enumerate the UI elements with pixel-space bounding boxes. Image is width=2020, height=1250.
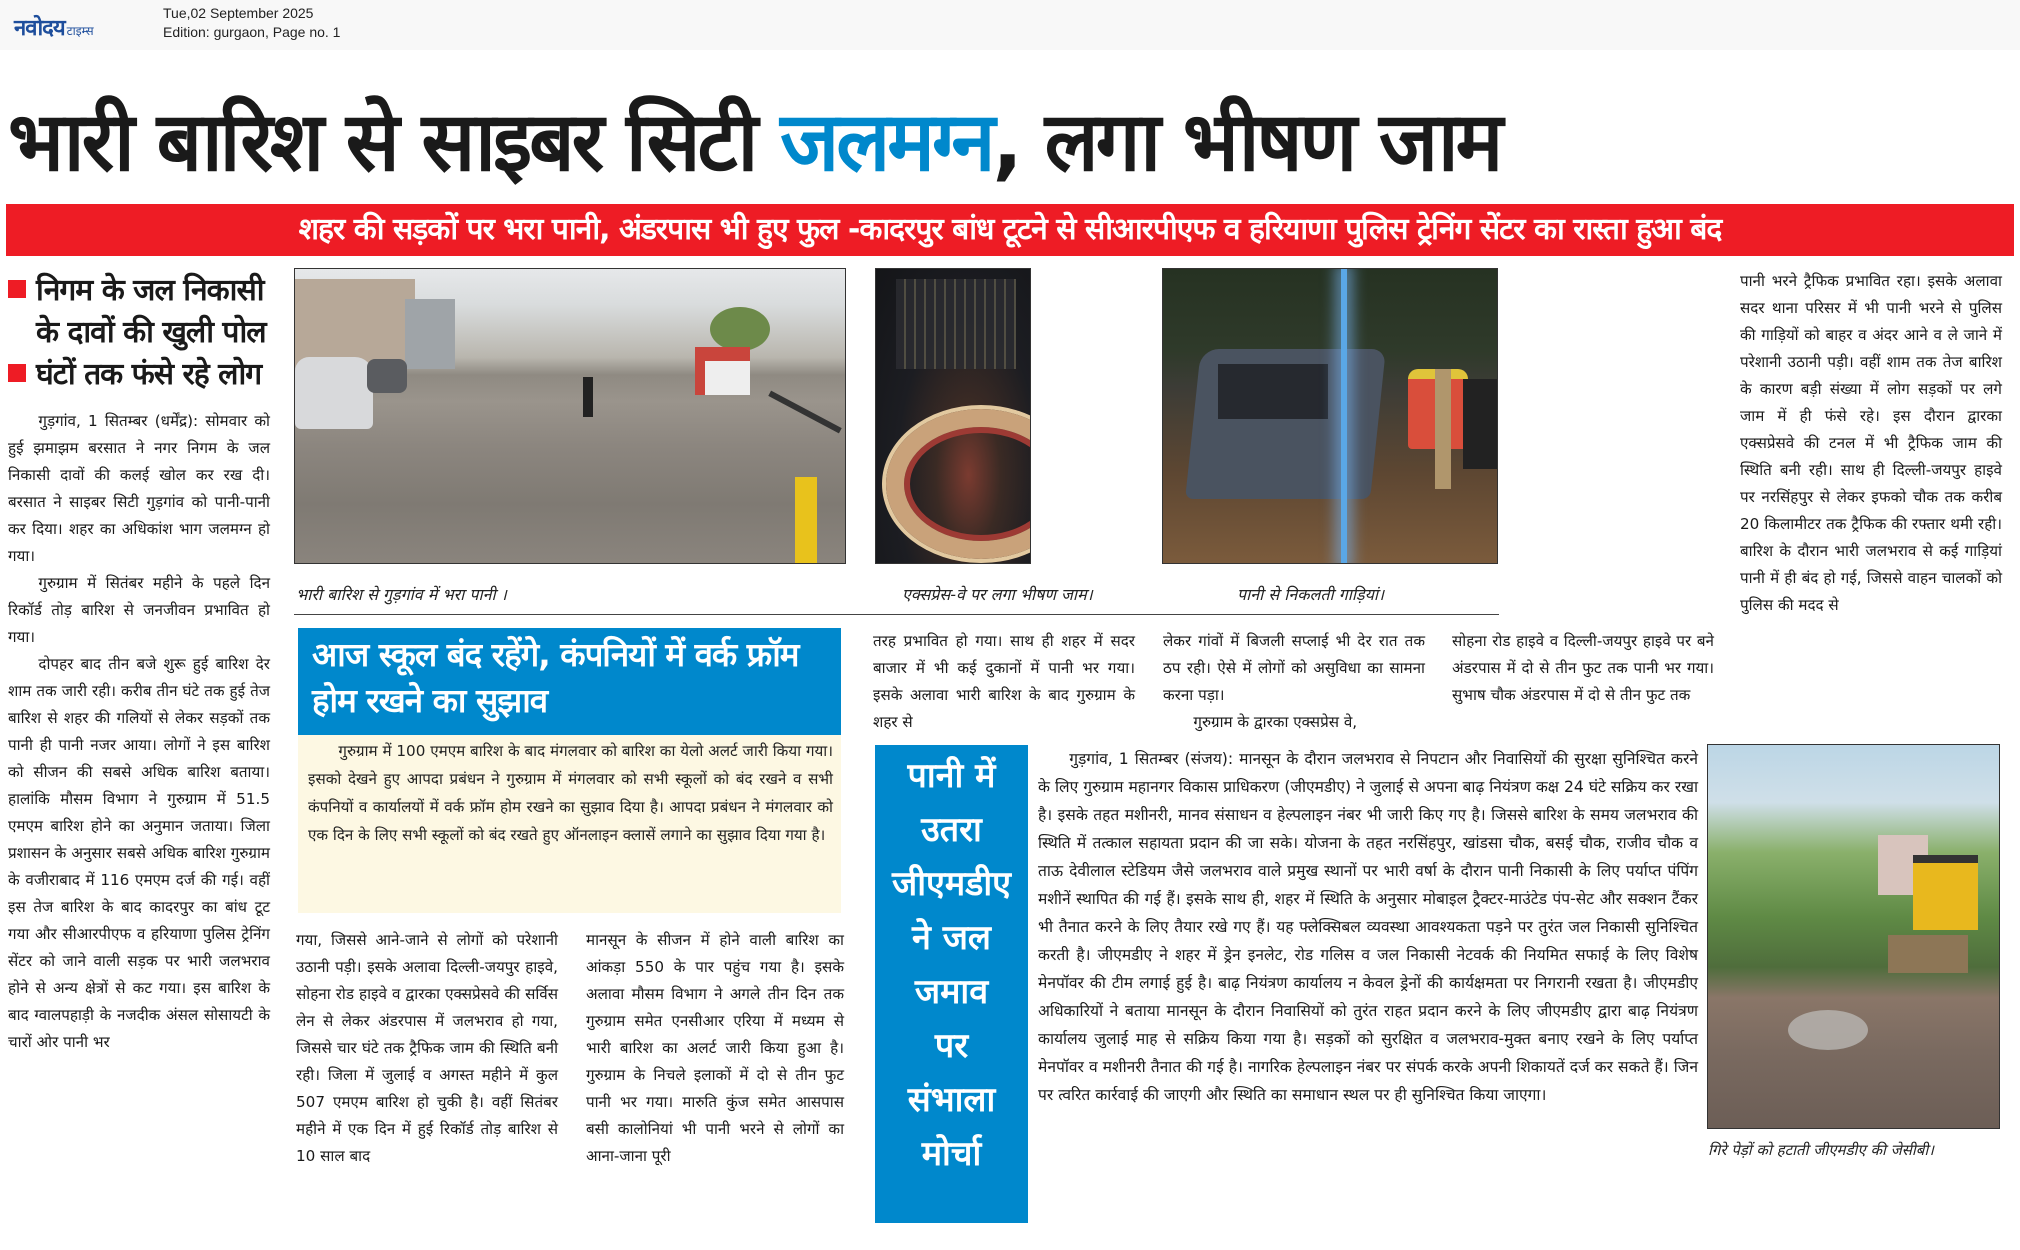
divider-rule <box>294 614 1499 615</box>
main-story-column-4 <box>873 628 1135 736</box>
photo-caption: एक्सप्रेस-वे पर लगा भीषण जाम। <box>902 585 1093 604</box>
expressway-jam-photo[interactable] <box>875 268 1031 564</box>
story-paragraph: सोहना रोड हाइवे व दिल्ली-जयपुर हाइवे पर बने अंडरपास में दो से तीन फुट तक पानी भर गया। सुभाष चौक अंडरपास में दो से तीन फुट तक <box>1452 632 1714 704</box>
story-paragraph: गुड़गांव, 1 सितम्बर (धर्मेंद्र): सोमवार को हुई झमाझम बरसात ने नगर निगम के जल निकासी दावों की कलई खोल कर रख दी। बरसात ने साइबर सिटी गुड़गांव को पानी-पानी कर दिया। शहर का अधिकांश भाग जलमग्न हो गया। <box>8 412 270 565</box>
flooded-road-photo[interactable] <box>294 268 846 564</box>
main-story-column-1 <box>8 408 270 1056</box>
story-paragraph: पानी भरने ट्रैफिक प्रभावित रहा। इसके अलावा सदर थाना परिसर में भी पानी भरने से पुलिस की गाड़ियों को बाहर व अंदर आने व ले जाने में परेशानी उठानी पड़ी। वहीं शाम तक तेज बारिश के कारण बड़ी संख्या में लोग सड़कों पर लगे जाम में ही फंसे रहे। इस दौरान द्वारका एक्सप्रेसवे की टनल में भी ट्रैफिक जाम की स्थिति बनी रही। साथ ही दिल्ली-जयपुर हाइवे पर नरसिंहपुर से लेकर इफको चौक तक करीब 20 किलामीटर तक ट्रैफिक की रफ्तार थमी रही। बारिश के दौरान भारी जलभराव से कई गाड़ियां पानी में ही बंद हो गई, जिससे वाहन चालकों को पुलिस की मदद से <box>1740 272 2002 614</box>
story-paragraph: दोपहर बाद तीन बजे शुरू हुई बारिश देर शाम तक जारी रही। करीब तीन घंटे तक हुई तेज बारिश से शहर की गलियों से लेकर सड़कों तक पानी ही पानी नजर आया। लोगों ने इस बारिश को सीजन की सबसे अधिक बारिश बताया। हालांकि मौसम विभाग ने गुरुग्राम में 51.5 एमएम बारिश होने का अनुमान जताया। जिला प्रशासन के अनुसार सबसे अधिक बारिश गुरुग्राम के वजीराबाद में 116 एमएम दर्ज की गई। वहीं इस तेज बारिश के बाद कादरपुर का बांध टूट गया और सीआरपीएफ व हरियाणा पुलिस ट्रेनिंग सेंटर को जाने वाली सड़क पर भारी जलभराव होने से अन्य क्षेत्रों से कट गया। इस बारिश के बाद ग्वालपहाड़ी के नजदीक अंसल सोसायटी के चारों ओर पानी भर <box>8 655 270 1051</box>
logo-sub-text: टाइम्स <box>66 24 94 38</box>
story-paragraph: गया, जिससे आने-जाने से लोगों को परेशानी उठानी पड़ी। इसके अलावा दिल्ली-जयपुर हाइवे, सोहना रोड हाइवे व द्वारका एक्सप्रेसवे की सर्विस लेन से लेकर अंडरपास में जलभराव हो गया, जिससे चार घंटे तक ट्रैफिक जाम की स्थिति बनी रही। जिला में जुलाई व अगस्त महीने में कुल 507 एमएम बारिश हो चुकी है। वहीं सितंबर महीने में एक दिन में हुई रिकॉर्ड तोड़ बारिश से 10 साल बाद <box>296 931 558 1165</box>
subheadline-banner: शहर की सड़कों पर भरा पानी, अंडरपास भी हुए फुल -कादरपुर बांध टूटने से सीआरपीएफ व हरियाणा पुलिस ट्रेनिंग सेंटर का रास्ता हुआ बंद <box>6 204 2014 256</box>
bullet-item: निगम के जल निकासी <box>8 270 273 312</box>
headline-part2: , लगा भीषण जाम <box>992 95 1501 190</box>
story-paragraph: मानसून के सीजन में होने वाली बारिश का आंकड़ा 550 के पार पहुंच गया है। इसके अलावा मौसम विभाग ने अगले तीन दिन तक गुरुग्राम समेत एनसीआर एरिया में मध्यम से भारी बारिश का अलर्ट जारी किया हुआ है। गुरुग्राम के निचले इलाकों में दो से तीन फुट पानी भर गया। मारुति कुंज समेत आसपास बसी कालोनियां भी पानी भरने से लोगों का आना-जाना पूरी <box>586 931 844 1165</box>
main-story-column-3 <box>586 927 844 1170</box>
red-square-bullet-icon <box>8 364 26 382</box>
story-paragraph: गुरुग्राम में सितंबर महीने के पहले दिन रिकॉर्ड तोड़ बारिश से जनजीवन प्रभावित हो गया। <box>8 574 270 646</box>
school-closure-box <box>298 735 841 913</box>
gmda-jcb-photo[interactable] <box>1707 744 2000 1129</box>
story-paragraph: गुड़गांव, 1 सितम्बर (संजय): मानसून के दौरान जलभराव से निपटान और निवासियों की सुरक्षा सुनिश्चित करने के लिए गुरुग्राम महानगर विकास प्राधिकरण (जीएमडीए) ने जुलाई से अपना बाढ़ नियंत्रण कक्ष 24 घंटे सक्रिय कर रखा है। इसके तहत मशीनरी, मानव संसाधन व हेल्पलाइन नंबर भी जारी किए गए है। जिससे बारिश के समय जलभराव की स्थिति में तत्काल सहायता प्रदान की जा सके। योजना के तहत नरसिंहपुर, खांडसा चौक, बसई चौक, राजीव चौक व ताऊ देवीलाल स्टेडियम जैसे जलभराव वाले प्रमुख स्थानों पर भारी वर्षा के दौरान पानी निकासी के लिए पर्याप्त पंपिंग मशीनें स्थापित की गई हैं। इसके साथ ही, शहर में स्थिति के अनुसार मोबाइल ट्रैक्टर-माउंटेड पंप-सेट और सक्शन टैंकर भी तैनात करने के लिए तैयार रखे गए हैं। यह फ्लेक्सिबल व्यवस्था आवश्यकता पड़ने पर तुरंत जल निकासी सुनिश्चित करती है। जीएमडीए ने शहर में ड्रेन इनलेट, रोड गलिस व जल निकासी नेटवर्क की नियमित सफाई के लिए विशेष मेनपॉवर की टीम लगाई हुई है। बाढ़ नियंत्रण कार्यालय न केवल ड्रेनों की कार्यक्षमता पर निगरानी रखता है। जीएमडीए अधिकारियों ने बताया मानसून के दौरान निवासियों को तुरंत राहत प्रदान करने के लिए जीएमडीए द्वारा बाढ़ नियंत्रण कार्यालय जुलाई माह से सक्रिय किया गया है। सड़कों को सुरक्षित व जलभराव-मुक्त बनाए रखने के लिए पर्याप्त मेनपॉवर व मशीनरी तैनात की गई है। नागरिक हेल्पलाइन नंबर पर संपर्क करके अपनी शिकायतें दर्ज कर सकते हैं। जिन पर त्वरित कार्रवाई की जाएगी और स्थिति का समाधान स्थल पर ही सुनिश्चित किया जाएगा। <box>1038 750 1698 1104</box>
story-paragraph: लेकर गांवों में बिजली सप्लाई भी देर रात तक ठप रही। ऐसे में लोगों को असुविधा का सामना करना पड़ा। <box>1163 632 1425 704</box>
headline-accent: जलमग्न <box>780 95 993 190</box>
story-paragraph: तरह प्रभावित हो गया। साथ ही शहर में सदर बाजार में भी कई दुकानों में पानी भर गया। इसके अलावा भारी बारिश के बाद गुरुग्राम के शहर से <box>873 632 1135 731</box>
vehicles-in-water-photo[interactable] <box>1162 268 1498 564</box>
main-headline <box>8 88 1958 198</box>
headline-part1: भारी बारिश से साइबर सिटी <box>8 95 781 190</box>
photo-caption: गिरे पेड़ों को हटाती जीएमडीए की जेसीबी। <box>1708 1141 1934 1159</box>
bullet-item-continued: के दावों की खुली पोल <box>36 315 266 350</box>
logo-main-text: नवोदय <box>14 16 65 41</box>
story-paragraph: गुरुग्राम के द्वारका एक्सप्रेस वे, <box>1193 713 1358 731</box>
photo-caption: भारी बारिश से गुड़गांव में भरा पानी । <box>296 585 507 604</box>
story-bullets <box>8 270 273 396</box>
edition-info <box>163 4 340 42</box>
school-closure-headline: आज स्कूल बंद रहेंगे, कंपनियों में वर्क फ्रॉम होम रखने का सुझाव <box>298 628 841 735</box>
edition-topbar <box>0 0 2020 50</box>
gmda-story-body <box>1038 745 1698 1109</box>
red-square-bullet-icon <box>8 280 26 298</box>
main-story-column-7 <box>1740 268 2002 619</box>
main-story-column-5 <box>1163 628 1425 736</box>
newspaper-logo[interactable] <box>14 12 94 42</box>
main-story-column-6 <box>1452 628 1714 709</box>
main-story-column-2 <box>296 927 558 1170</box>
gmda-story-headline: पानी में उतरा जीएमडीए ने जल जमाव पर संभाला मोर्चा <box>875 745 1028 1223</box>
edition-page: Edition: gurgaon, Page no. 1 <box>163 24 341 40</box>
edition-date: Tue,02 September 2025 <box>163 5 314 21</box>
school-closure-text: गुरुग्राम में 100 एमएम बारिश के बाद मंगलवार को बारिश का येलो अलर्ट जारी किया गया। इसको देखने हुए आपदा प्रबंधन ने गुरुग्राम में मंगलवार को सभी स्कूलों को बंद रखने व सभी कंपनियों व कार्यालयों में वर्क फ्रॉम होम रखने का सुझाव दिया है। आपदा प्रबंधन ने मंगलवार को एक दिन के लिए सभी स्कूलों को बंद रखते हुए ऑनलाइन क्लासें लगाने का सुझाव दिया गया है। <box>308 742 833 844</box>
bullet-item: घंटों तक फंसे रहे लोग <box>8 354 273 396</box>
photo-caption: पानी से निकलती गाड़ियां। <box>1237 585 1385 604</box>
